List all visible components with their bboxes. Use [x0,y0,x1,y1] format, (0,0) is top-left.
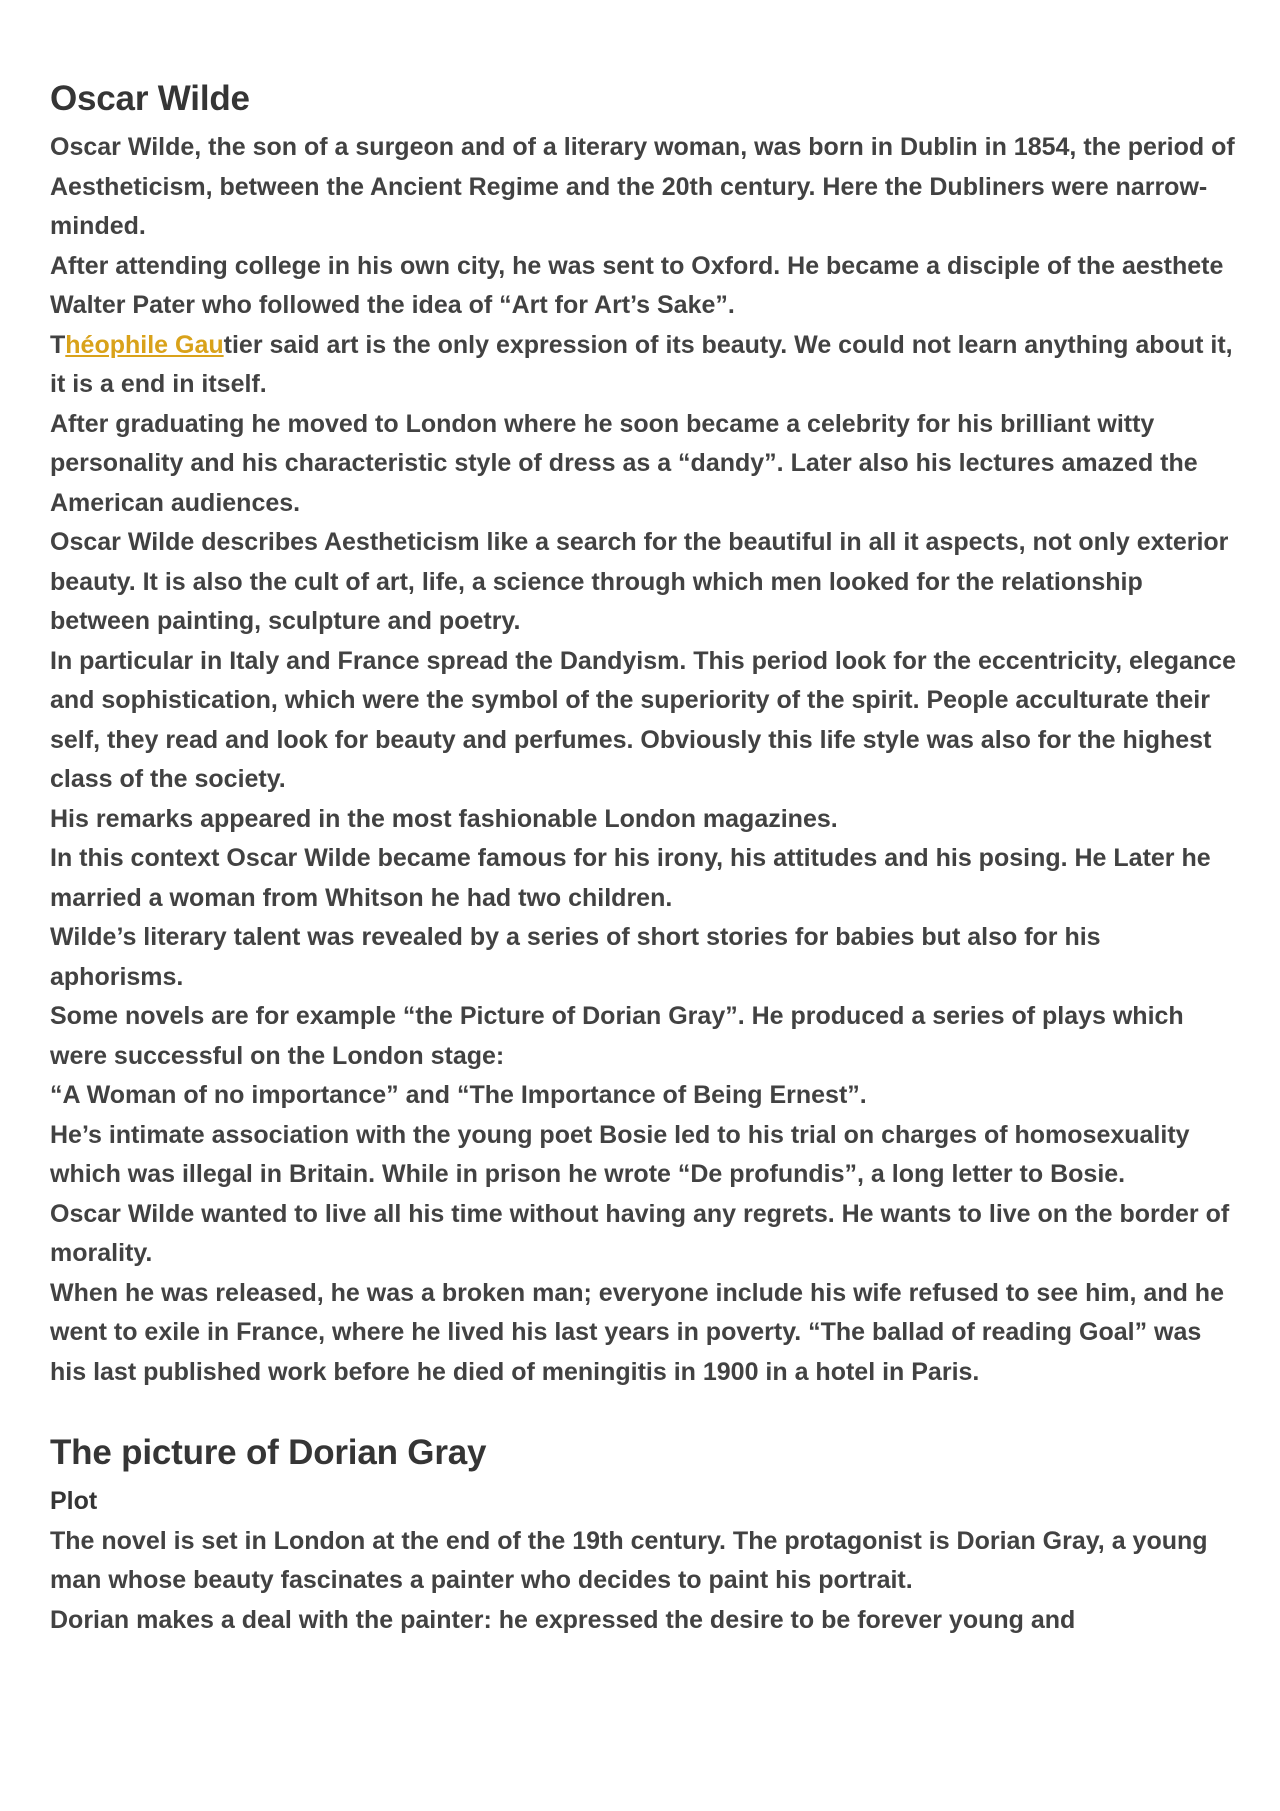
highlighted-text-link[interactable]: héophile Gau [65,330,224,359]
paragraph: In particular in Italy and France spread the Dandyism. This period look for the eccentricity, elegance and sophistication, which were the symbol of the superiority of the spirit. People acculturate their self, they read and look for beauty and perfumes. Obviously this life style was also for the highest class of the society. [50,646,1236,793]
paragraph: After attending college in his own city, he was sent to Oxford. He became a disciple of the aesthete Walter Pater who followed the idea of “Art for Art’s Sake”. [50,251,1224,319]
paragraph: In this context Oscar Wilde became famous for his irony, his attitudes and his posing. He Later he married a woman from Whitson he had two children. [50,844,1211,912]
paragraph-gautier [50,326,1240,405]
paragraph: After graduating he moved to London where he soon became a celebrity for his brilliant witty personality and his characteristic style of dress as a “dandy”. Later also his lectures amazed the American audiences. [50,409,1198,517]
paragraph: Wilde’s literary talent was revealed by a series of short stories for babies but also for his aphorisms. [50,923,1101,991]
paragraph: Oscar Wilde describes Aestheticism like a search for the beautiful in all it aspects, not only exterior beauty. It is also the cult of art, life, a science through which men looked for the relationship between painting, sculpture and poetry. [50,528,1229,635]
paragraph: Some novels are for example “the Picture of Dorian Gray”. He produced a series of plays which were successful on the London stage: [50,1002,1184,1070]
document-page [50,78,1240,1640]
paragraph: He’s intimate association with the young poet Bosie led to his trial on charges of homosexuality which was illegal in Britain. While in prison he wrote “De profundis”, a long letter to Bosie. [50,1120,1190,1188]
paragraph: Oscar Wilde wanted to live all his time without having any regrets. He wants to live on the border of morality. [50,1199,1230,1267]
paragraph: Dorian makes a deal with the painter: he expressed the desire to be forever young and [50,1605,1076,1634]
section-dorian-gray [50,1432,1240,1640]
section-title: The picture of Dorian Gray [50,1433,487,1472]
paragraph: “A Woman of no importance” and “The Importance of Being Ernest”. [50,1081,867,1109]
subheading-plot: Plot [50,1487,98,1515]
paragraph-text-rest: tier said art is the only expression of its beauty. We could not learn anything about it, it is a end in itself. [50,330,1233,398]
section-title: Oscar Wilde [50,79,250,118]
paragraph: His remarks appeared in the most fashionable London magazines. [50,804,838,833]
paragraph-text-start: T [50,330,66,359]
paragraph: Oscar Wilde, the son of a surgeon and of a literary woman, was born in Dublin in 1854, the period of Aestheticism, between the Ancient Regime and the 20th century. Here the Dubliners were narrow-minded. [50,133,1235,240]
paragraph: The novel is set in London at the end of the 19th century. The protagonist is Dorian Gray, a young man whose beauty fascinates a painter who decides to paint his portrait. [50,1526,1208,1594]
paragraph: When he was released, he was a broken man; everyone include his wife refused to see him, and he went to exile in France, where he lived his last years in poverty. “The ballad of reading Goal” was his last published work before he died of meningitis in 1900 in a hotel in Paris. [50,1278,1224,1386]
section-oscar-wilde [50,78,1240,1392]
